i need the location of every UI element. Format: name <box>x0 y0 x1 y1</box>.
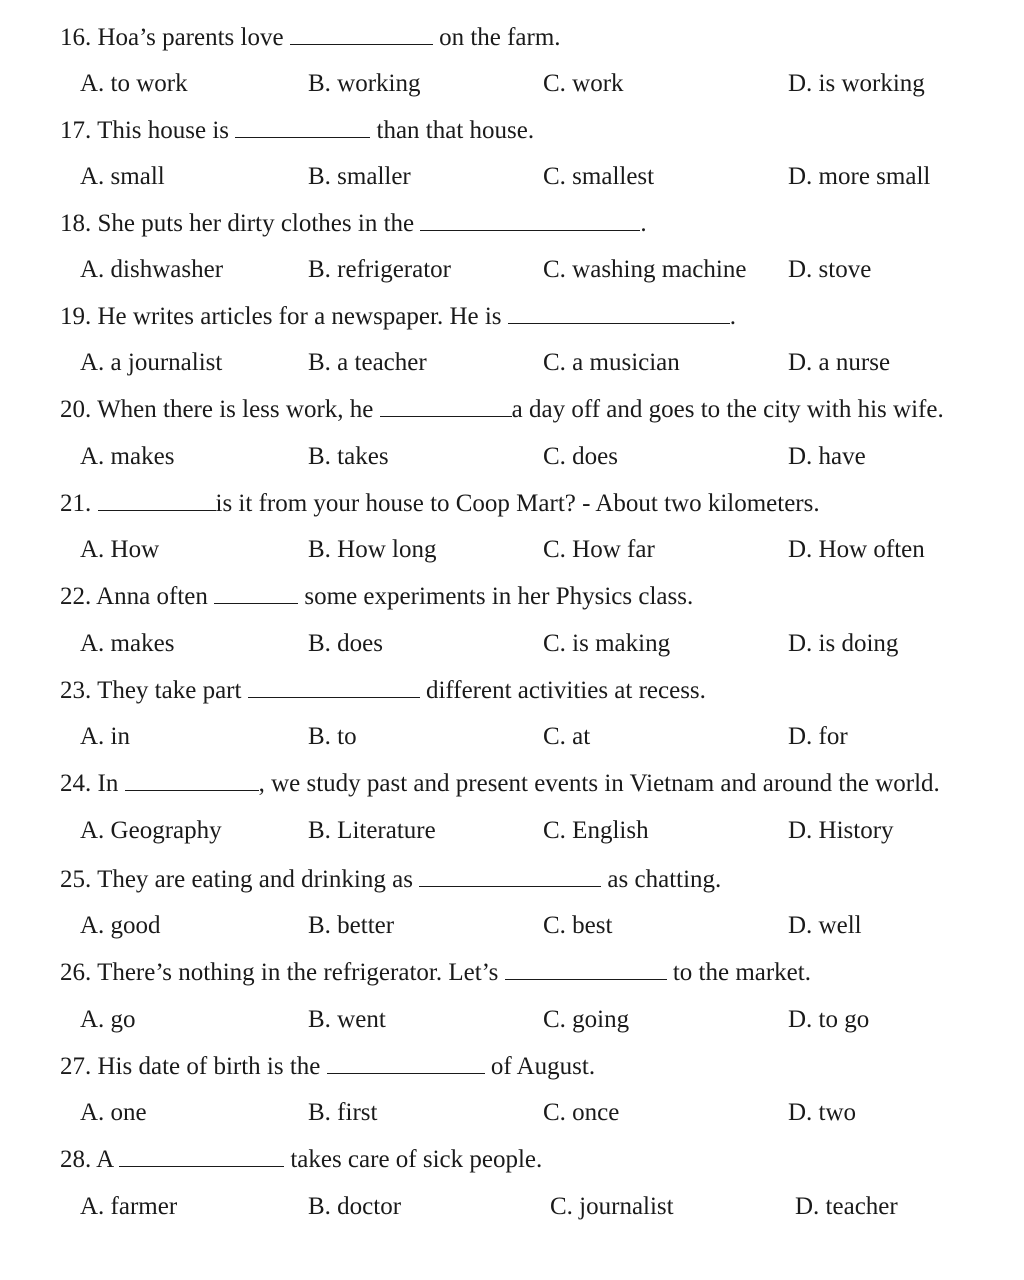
question-number: 19. <box>60 303 92 330</box>
options-25 <box>0 906 1024 946</box>
option-a: A. go <box>80 1006 136 1033</box>
option-d: D. well <box>788 912 862 939</box>
option-c: C. a musician <box>543 349 680 376</box>
option-c: C. work <box>543 70 624 97</box>
answer-blank <box>290 18 433 45</box>
option-c: C. journalist <box>550 1193 674 1220</box>
option-a: A. a journalist <box>80 349 223 376</box>
options-16 <box>0 64 1024 104</box>
question-text-after: some experiments in her Physics class. <box>304 583 694 610</box>
option-a: A. How <box>80 536 160 563</box>
question-text-before: When there is less work, he <box>97 396 374 423</box>
option-b: B. a teacher <box>308 349 427 376</box>
question-23 <box>60 671 1024 711</box>
question-number: 20. <box>60 396 92 423</box>
question-text-after: to the market. <box>672 959 811 986</box>
question-number: 22. <box>60 583 92 610</box>
question-text-before: There’s nothing in the refrigerator. Let’s <box>97 959 499 986</box>
option-a: A. in <box>80 723 130 750</box>
answer-blank <box>380 390 512 417</box>
option-b: B. smaller <box>308 163 411 190</box>
question-17 <box>60 111 1024 151</box>
answer-blank <box>235 111 370 138</box>
option-a: A. small <box>80 163 165 190</box>
option-d: D. more small <box>788 163 931 190</box>
question-20 <box>60 390 1024 430</box>
option-b: B. went <box>308 1006 386 1033</box>
question-number: 28. <box>60 1146 92 1173</box>
question-24 <box>60 764 1024 804</box>
answer-blank <box>125 764 259 791</box>
question-text-before: This house is <box>97 117 230 144</box>
options-23 <box>0 717 1024 757</box>
question-number: 24. <box>60 770 92 797</box>
question-number: 26. <box>60 959 92 986</box>
question-number: 27. <box>60 1053 92 1080</box>
question-text-after: on the farm. <box>439 24 561 51</box>
options-24 <box>0 811 1024 851</box>
option-d: D. for <box>788 723 848 750</box>
answer-blank <box>98 484 216 511</box>
option-a: A. makes <box>80 630 175 657</box>
answer-blank <box>214 577 298 604</box>
option-b: B. first <box>308 1099 378 1126</box>
option-b: B. working <box>308 70 421 97</box>
option-b: B. Literature <box>308 817 436 844</box>
answer-blank <box>508 297 730 324</box>
answer-blank <box>419 860 601 887</box>
answer-blank <box>248 671 420 698</box>
question-text-before: In <box>97 770 119 797</box>
option-c: C. does <box>543 443 618 470</box>
options-22 <box>0 624 1024 664</box>
question-text-after: . <box>640 210 647 237</box>
question-text-after: is it from your house to Coop Mart? - About two kilometers. <box>215 490 820 517</box>
option-d: D. a nurse <box>788 349 891 376</box>
option-a: A. makes <box>80 443 175 470</box>
options-19 <box>0 343 1024 383</box>
option-c: C. How far <box>543 536 655 563</box>
question-text-after: . <box>729 303 737 330</box>
question-22 <box>60 577 1024 617</box>
question-text-after: as chatting. <box>607 866 722 893</box>
option-c: C. smallest <box>543 163 655 190</box>
question-27 <box>60 1047 1024 1087</box>
option-b: B. refrigerator <box>308 256 451 283</box>
question-19 <box>60 297 1024 337</box>
option-d: D. two <box>788 1099 857 1126</box>
question-text-after: a day off and goes to the city with his wife. <box>511 396 944 423</box>
question-text-before: They are eating and drinking as <box>97 866 413 893</box>
option-d: D. stove <box>788 256 872 283</box>
options-18 <box>0 250 1024 290</box>
option-a: A. to work <box>80 70 188 97</box>
question-text-after: , we study past and present events in Vietnam and around the world. <box>258 770 940 797</box>
option-a: A. one <box>80 1099 147 1126</box>
question-number: 16. <box>60 24 92 51</box>
option-b: B. doctor <box>308 1193 402 1220</box>
option-a: A. Geography <box>80 817 222 844</box>
question-number: 21. <box>60 490 92 517</box>
option-d: D. have <box>788 443 866 470</box>
question-number: 25. <box>60 866 92 893</box>
option-c: C. going <box>543 1006 630 1033</box>
question-text-before: A <box>96 1146 113 1173</box>
question-26 <box>60 953 1024 993</box>
question-text-before: Anna often <box>96 583 208 610</box>
question-text-before: His date of birth is the <box>97 1053 321 1080</box>
answer-blank <box>119 1140 284 1167</box>
question-text-before: They take part <box>97 677 242 704</box>
question-text-before: He writes articles for a newspaper. He is <box>97 303 502 330</box>
option-b: B. How long <box>308 536 437 563</box>
question-text-before: She puts her dirty clothes in the <box>97 210 415 237</box>
option-b: B. to <box>308 723 357 750</box>
option-d: D. is doing <box>788 630 899 657</box>
option-c: C. English <box>543 817 649 844</box>
question-number: 18. <box>60 210 92 237</box>
option-c: C. best <box>543 912 613 939</box>
option-d: D. is working <box>788 70 925 97</box>
question-18 <box>60 204 1024 244</box>
option-d: D. teacher <box>795 1193 898 1220</box>
answer-blank <box>505 953 667 980</box>
question-text-before: Hoa’s parents love <box>97 24 284 51</box>
options-27 <box>0 1093 1024 1133</box>
question-text-after: than that house. <box>376 117 535 144</box>
option-d: D. History <box>788 817 894 844</box>
question-25 <box>60 860 1024 900</box>
options-17 <box>0 157 1024 197</box>
option-d: D. How often <box>788 536 925 563</box>
option-a: A. farmer <box>80 1193 178 1220</box>
answer-blank <box>420 204 640 231</box>
option-d: D. to go <box>788 1006 870 1033</box>
options-28 <box>0 1187 1024 1227</box>
answer-blank <box>327 1047 485 1074</box>
question-number: 23. <box>60 677 92 704</box>
option-a: A. good <box>80 912 161 939</box>
question-16 <box>60 18 1024 58</box>
option-b: B. better <box>308 912 395 939</box>
option-b: B. does <box>308 630 383 657</box>
question-text-after: of August. <box>490 1053 596 1080</box>
question-number: 17. <box>60 117 92 144</box>
question-text-after: different activities at recess. <box>425 677 706 704</box>
option-c: C. once <box>543 1099 620 1126</box>
question-21 <box>60 484 1024 524</box>
option-b: B. takes <box>308 443 389 470</box>
option-a: A. dishwasher <box>80 256 224 283</box>
options-26 <box>0 1000 1024 1040</box>
options-21 <box>0 530 1024 570</box>
option-c: C. at <box>543 723 591 750</box>
options-20 <box>0 437 1024 477</box>
question-text-after: takes care of sick people. <box>290 1146 543 1173</box>
option-c: C. is making <box>543 630 671 657</box>
option-c: C. washing machine <box>543 256 747 283</box>
question-28 <box>60 1140 1024 1180</box>
